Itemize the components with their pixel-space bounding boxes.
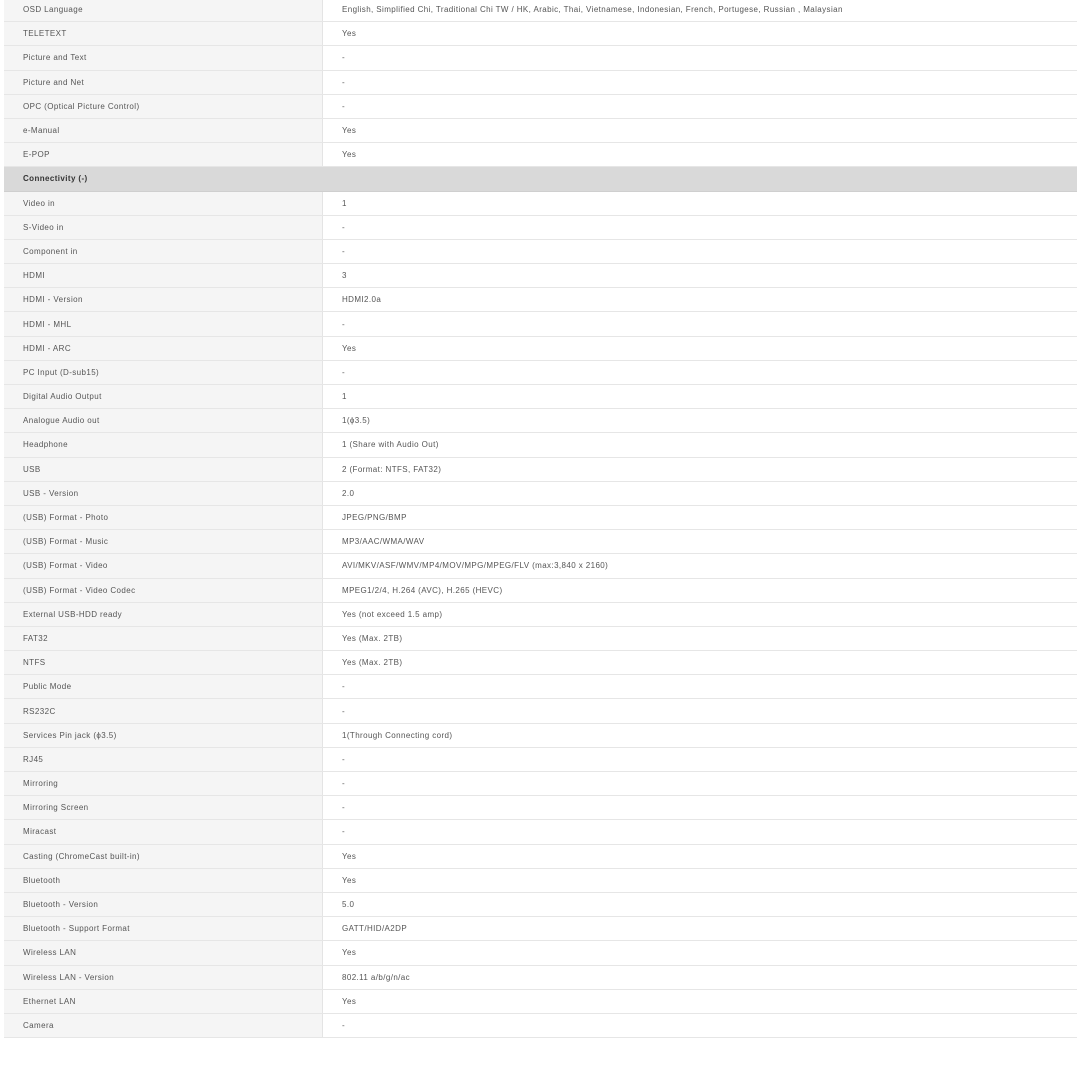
spec-label: Camera <box>4 1014 323 1037</box>
spec-value: - <box>323 820 1077 843</box>
spec-label: e-Manual <box>4 119 323 142</box>
spec-label: E-POP <box>4 143 323 166</box>
table-row <box>4 869 1077 893</box>
spec-value: 1 <box>323 385 1077 408</box>
table-row <box>4 458 1077 482</box>
spec-label: Casting (ChromeCast built-in) <box>4 845 323 868</box>
spec-label: Video in <box>4 192 323 215</box>
table-row <box>4 0 1077 22</box>
spec-label: Mirroring Screen <box>4 796 323 819</box>
table-row <box>4 579 1077 603</box>
spec-value: Yes (Max. 2TB) <box>323 651 1077 674</box>
table-row <box>4 264 1077 288</box>
spec-label: OPC (Optical Picture Control) <box>4 95 323 118</box>
table-row <box>4 482 1077 506</box>
spec-value: JPEG/PNG/BMP <box>323 506 1077 529</box>
table-row <box>4 966 1077 990</box>
spec-value: - <box>323 312 1077 335</box>
table-row <box>4 990 1077 1014</box>
table-row <box>4 796 1077 820</box>
spec-label: (USB) Format - Video <box>4 554 323 577</box>
spec-label: Bluetooth <box>4 869 323 892</box>
table-row <box>4 433 1077 457</box>
spec-label: USB <box>4 458 323 481</box>
spec-label: Miracast <box>4 820 323 843</box>
spec-value: 1 (Share with Audio Out) <box>323 433 1077 456</box>
spec-value: - <box>323 240 1077 263</box>
table-row <box>4 409 1077 433</box>
spec-value: - <box>323 772 1077 795</box>
spec-label: Picture and Text <box>4 46 323 69</box>
spec-value: HDMI2.0a <box>323 288 1077 311</box>
spec-label: Mirroring <box>4 772 323 795</box>
spec-value: - <box>323 216 1077 239</box>
spec-value: Yes <box>323 143 1077 166</box>
table-row <box>4 845 1077 869</box>
spec-label: HDMI <box>4 264 323 287</box>
spec-label: HDMI - MHL <box>4 312 323 335</box>
table-row <box>4 240 1077 264</box>
spec-label: Wireless LAN <box>4 941 323 964</box>
table-row <box>4 603 1077 627</box>
spec-label: Public Mode <box>4 675 323 698</box>
table-row <box>4 748 1077 772</box>
spec-label: PC Input (D-sub15) <box>4 361 323 384</box>
spec-value: MP3/AAC/WMA/WAV <box>323 530 1077 553</box>
spec-value: - <box>323 1014 1077 1037</box>
spec-value: Yes <box>323 869 1077 892</box>
table-row <box>4 95 1077 119</box>
spec-value: MPEG1/2/4, H.264 (AVC), H.265 (HEVC) <box>323 579 1077 602</box>
spec-label: S-Video in <box>4 216 323 239</box>
spec-value: 1 <box>323 192 1077 215</box>
spec-label: RS232C <box>4 699 323 722</box>
table-row <box>4 699 1077 723</box>
spec-value: - <box>323 675 1077 698</box>
table-row <box>4 941 1077 965</box>
spec-label: Bluetooth - Support Format <box>4 917 323 940</box>
spec-value: Yes (not exceed 1.5 amp) <box>323 603 1077 626</box>
spec-value: - <box>323 95 1077 118</box>
table-row <box>4 675 1077 699</box>
table-row <box>4 46 1077 70</box>
section-header-connectivity[interactable] <box>4 167 1077 191</box>
spec-label: (USB) Format - Photo <box>4 506 323 529</box>
spec-label: NTFS <box>4 651 323 674</box>
table-row <box>4 724 1077 748</box>
spec-value: Yes <box>323 22 1077 45</box>
table-row <box>4 554 1077 578</box>
table-row <box>4 772 1077 796</box>
table-row <box>4 71 1077 95</box>
spec-value: - <box>323 748 1077 771</box>
table-row <box>4 820 1077 844</box>
spec-label: USB - Version <box>4 482 323 505</box>
spec-value: 802.11 a/b/g/n/ac <box>323 966 1077 989</box>
spec-value: - <box>323 361 1077 384</box>
spec-label: Analogue Audio out <box>4 409 323 432</box>
spec-label: OSD Language <box>4 0 323 21</box>
spec-value: Yes <box>323 337 1077 360</box>
spec-label: Digital Audio Output <box>4 385 323 408</box>
spec-value: AVI/MKV/ASF/WMV/MP4/MOV/MPG/MPEG/FLV (max:3,840 x 2160) <box>323 554 1077 577</box>
table-row <box>4 22 1077 46</box>
spec-value: - <box>323 796 1077 819</box>
spec-label: RJ45 <box>4 748 323 771</box>
spec-label: Wireless LAN - Version <box>4 966 323 989</box>
spec-value: English, Simplified Chi, Traditional Chi TW / HK, Arabic, Thai, Vietnamese, Indonesian, French, Portugese, Russian , Malaysian <box>323 0 1077 21</box>
table-row <box>4 1014 1077 1038</box>
spec-label: Component in <box>4 240 323 263</box>
spec-value: Yes <box>323 941 1077 964</box>
spec-label: Ethernet LAN <box>4 990 323 1013</box>
spec-value: - <box>323 46 1077 69</box>
spec-value: 5.0 <box>323 893 1077 916</box>
table-row <box>4 337 1077 361</box>
spec-label: Picture and Net <box>4 71 323 94</box>
table-row <box>4 216 1077 240</box>
table-row <box>4 288 1077 312</box>
table-row <box>4 506 1077 530</box>
spec-label: Headphone <box>4 433 323 456</box>
table-row <box>4 361 1077 385</box>
spec-value: Yes <box>323 990 1077 1013</box>
spec-label: FAT32 <box>4 627 323 650</box>
spec-table <box>4 0 1077 1038</box>
spec-label: HDMI - ARC <box>4 337 323 360</box>
table-row <box>4 917 1077 941</box>
spec-value: Yes (Max. 2TB) <box>323 627 1077 650</box>
table-row <box>4 627 1077 651</box>
spec-label: Bluetooth - Version <box>4 893 323 916</box>
table-row <box>4 651 1077 675</box>
spec-value: GATT/HID/A2DP <box>323 917 1077 940</box>
table-row <box>4 192 1077 216</box>
spec-value: 2 (Format: NTFS, FAT32) <box>323 458 1077 481</box>
table-row <box>4 312 1077 336</box>
spec-label: (USB) Format - Music <box>4 530 323 553</box>
spec-value: 1(Through Connecting cord) <box>323 724 1077 747</box>
spec-label: (USB) Format - Video Codec <box>4 579 323 602</box>
spec-value: - <box>323 699 1077 722</box>
spec-value: 3 <box>323 264 1077 287</box>
table-row <box>4 385 1077 409</box>
spec-value: 2.0 <box>323 482 1077 505</box>
spec-label: TELETEXT <box>4 22 323 45</box>
spec-label: HDMI - Version <box>4 288 323 311</box>
section-title: Connectivity (-) <box>23 174 88 184</box>
table-row <box>4 893 1077 917</box>
spec-label: Services Pin jack (ϕ3.5) <box>4 724 323 747</box>
table-row <box>4 530 1077 554</box>
spec-label: External USB-HDD ready <box>4 603 323 626</box>
spec-value: - <box>323 71 1077 94</box>
table-row <box>4 143 1077 167</box>
table-row <box>4 119 1077 143</box>
spec-value: Yes <box>323 119 1077 142</box>
spec-value: Yes <box>323 845 1077 868</box>
spec-value: 1(ϕ3.5) <box>323 409 1077 432</box>
